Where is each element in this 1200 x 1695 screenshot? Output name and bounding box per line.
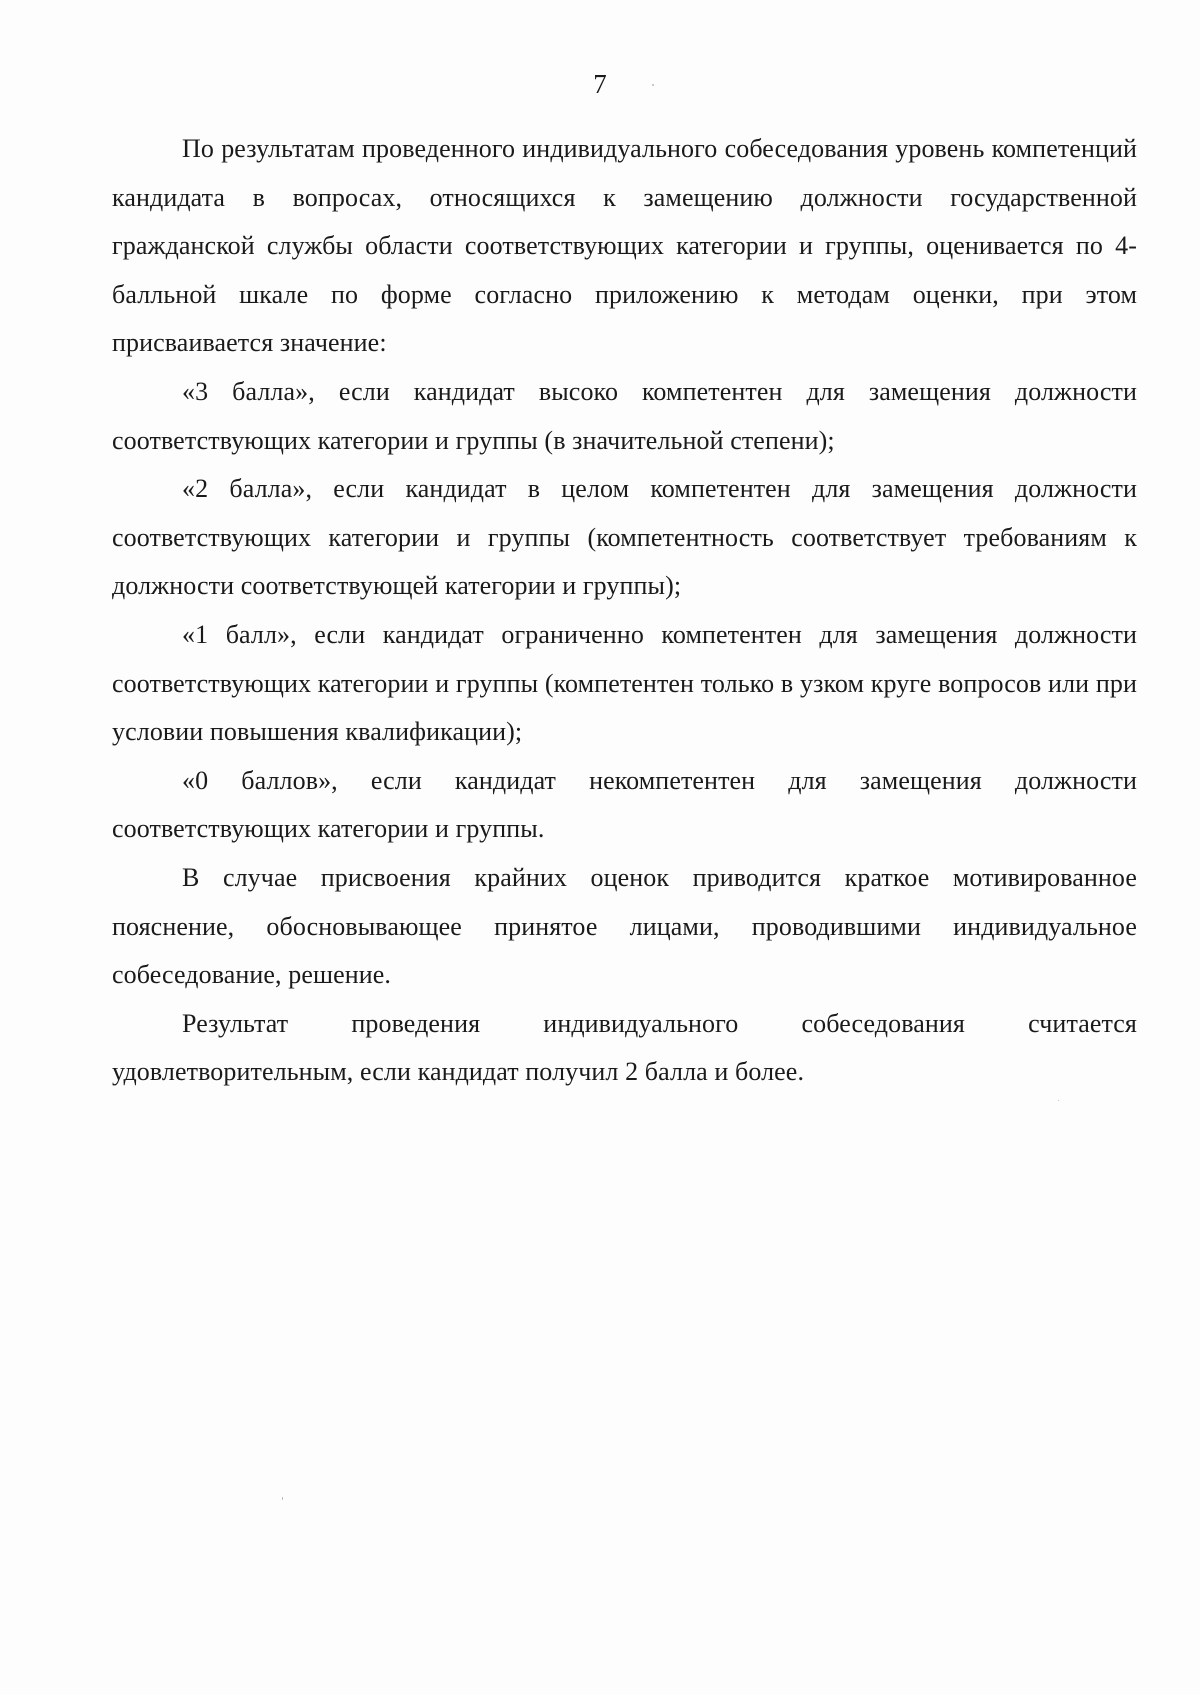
scan-speck	[652, 84, 654, 86]
scan-speck	[282, 1497, 283, 1500]
paragraph-score-2: «2 балла», если кандидат в целом компетентен для замещения должности соответствующих категории и группы (компетентность соответствует требованиям к должности соответствующей категории и группы);	[112, 474, 1137, 601]
document-body	[112, 125, 1137, 1097]
page-number: 7	[593, 69, 607, 99]
paragraph-extreme-scores: В случае присвоения крайних оценок приводится краткое мотивированное пояснение, обосновывающее принятое лицами, проводившими индивидуальное собеседование, решение.	[112, 862, 1137, 990]
paragraph-intro: По результатам проведенного индивидуального собеседования уровень компетенций кандидата в вопросах, относящихся к замещению должности государственной гражданской службы области соответствующих категории и группы, оценивается по 4-балльной шкале по форме согласно приложению к методам оценки, при этом присваивается значение:	[112, 134, 1137, 358]
scan-speck	[1058, 1100, 1059, 1101]
paragraph-score-3: «3 балла», если кандидат высоко компетентен для замещения должности соответствующих категории и группы (в значительной степени);	[112, 376, 1137, 455]
paragraph-result: Результат проведения индивидуального собеседования считается удовлетворительным, если кандидат получил 2 балла и более.	[112, 1008, 1137, 1087]
paragraph-score-1: «1 балл», если кандидат ограниченно компетентен для замещения должности соответствующих категории и группы (компетентен только в узком круге вопросов или при условии повышения квалификации);	[112, 619, 1137, 747]
paragraph-score-0: «0 баллов», если кандидат некомпетентен для замещения должности соответствующих категории и группы.	[112, 765, 1137, 844]
